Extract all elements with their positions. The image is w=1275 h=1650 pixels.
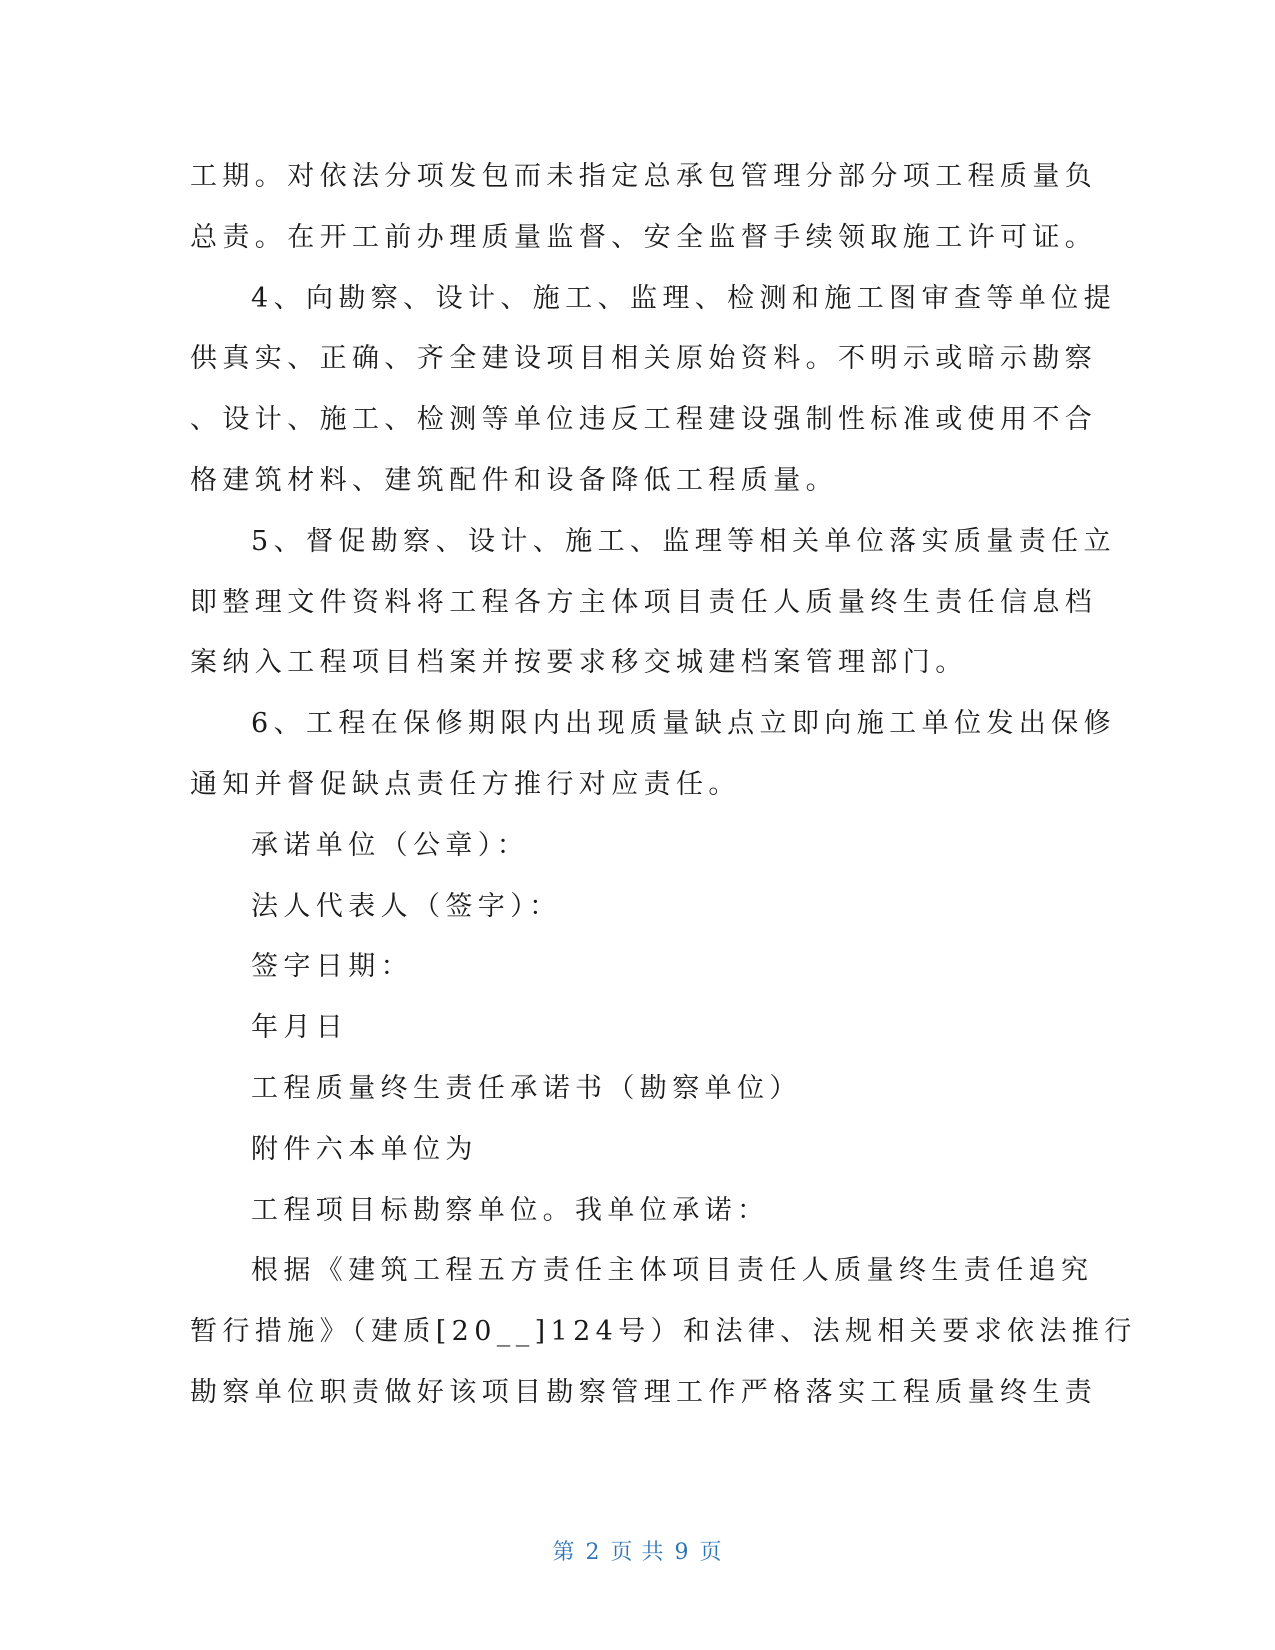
signature-company-label: 承诺单位（公章）：: [251, 829, 530, 861]
body-line: 附件六本单位为: [251, 1133, 478, 1165]
body-line: 总责。在开工前办理质量监督、安全监督手续领取施工许可证。: [190, 221, 1098, 253]
signature-date-label: 签字日期：: [251, 951, 413, 983]
body-line: 通知并督促缺点责任方推行对应责任。: [190, 768, 741, 800]
document-body: [190, 147, 1137, 1424]
footer-suffix: 页: [699, 1540, 723, 1565]
body-line: 案纳入工程项目档案并按要求移交城建档案管理部门。: [190, 647, 968, 679]
body-line: 勘察单位职责做好该项目勘察管理工作严格落实工程质量终生责: [190, 1376, 1098, 1408]
body-line: 、设计、施工、检测等单位违反工程建设强制性标准或使用不合: [190, 404, 1098, 436]
page-footer: [0, 1535, 1275, 1566]
footer-prefix: 第: [552, 1540, 576, 1565]
body-line: 即整理文件资料将工程各方主体项目责任人质量终生责任信息档: [190, 586, 1098, 618]
signature-legal-rep-label: 法人代表人（签字）：: [251, 890, 562, 922]
current-page-number: 2: [585, 1540, 601, 1565]
body-line: 格建筑材料、建筑配件和设备降低工程质量。: [190, 464, 838, 496]
body-line: 根据《建筑工程五方责任主体项目责任人质量终生责任追究: [251, 1255, 1094, 1287]
body-line: 工期。对依法分项发包而未指定总承包管理分部分项工程质量负: [190, 161, 1098, 192]
section-title: 工程质量终生责任承诺书（勘察单位）: [251, 1072, 802, 1104]
body-line: 5、督促勘察、设计、施工、监理等相关单位落实质量责任立: [251, 525, 1116, 557]
date-placeholder: 年月日: [251, 1012, 349, 1044]
total-pages-number: 9: [674, 1540, 690, 1565]
body-line: 6、工程在保修期限内出现质量缺点立即向施工单位发出保修: [251, 708, 1116, 740]
body-line: 4、向勘察、设计、施工、监理、检测和施工图审查等单位提: [251, 282, 1116, 314]
footer-middle: 页 共: [610, 1540, 665, 1565]
body-line: 工程项目标勘察单位。我单位承诺：: [251, 1194, 770, 1226]
body-line: 供真实、正确、齐全建设项目相关原始资料。不明示或暗示勘察: [190, 343, 1098, 375]
body-line: 暂行措施》（建质[20__]124号）和法律、法规相关要求依法推行: [190, 1316, 1137, 1348]
